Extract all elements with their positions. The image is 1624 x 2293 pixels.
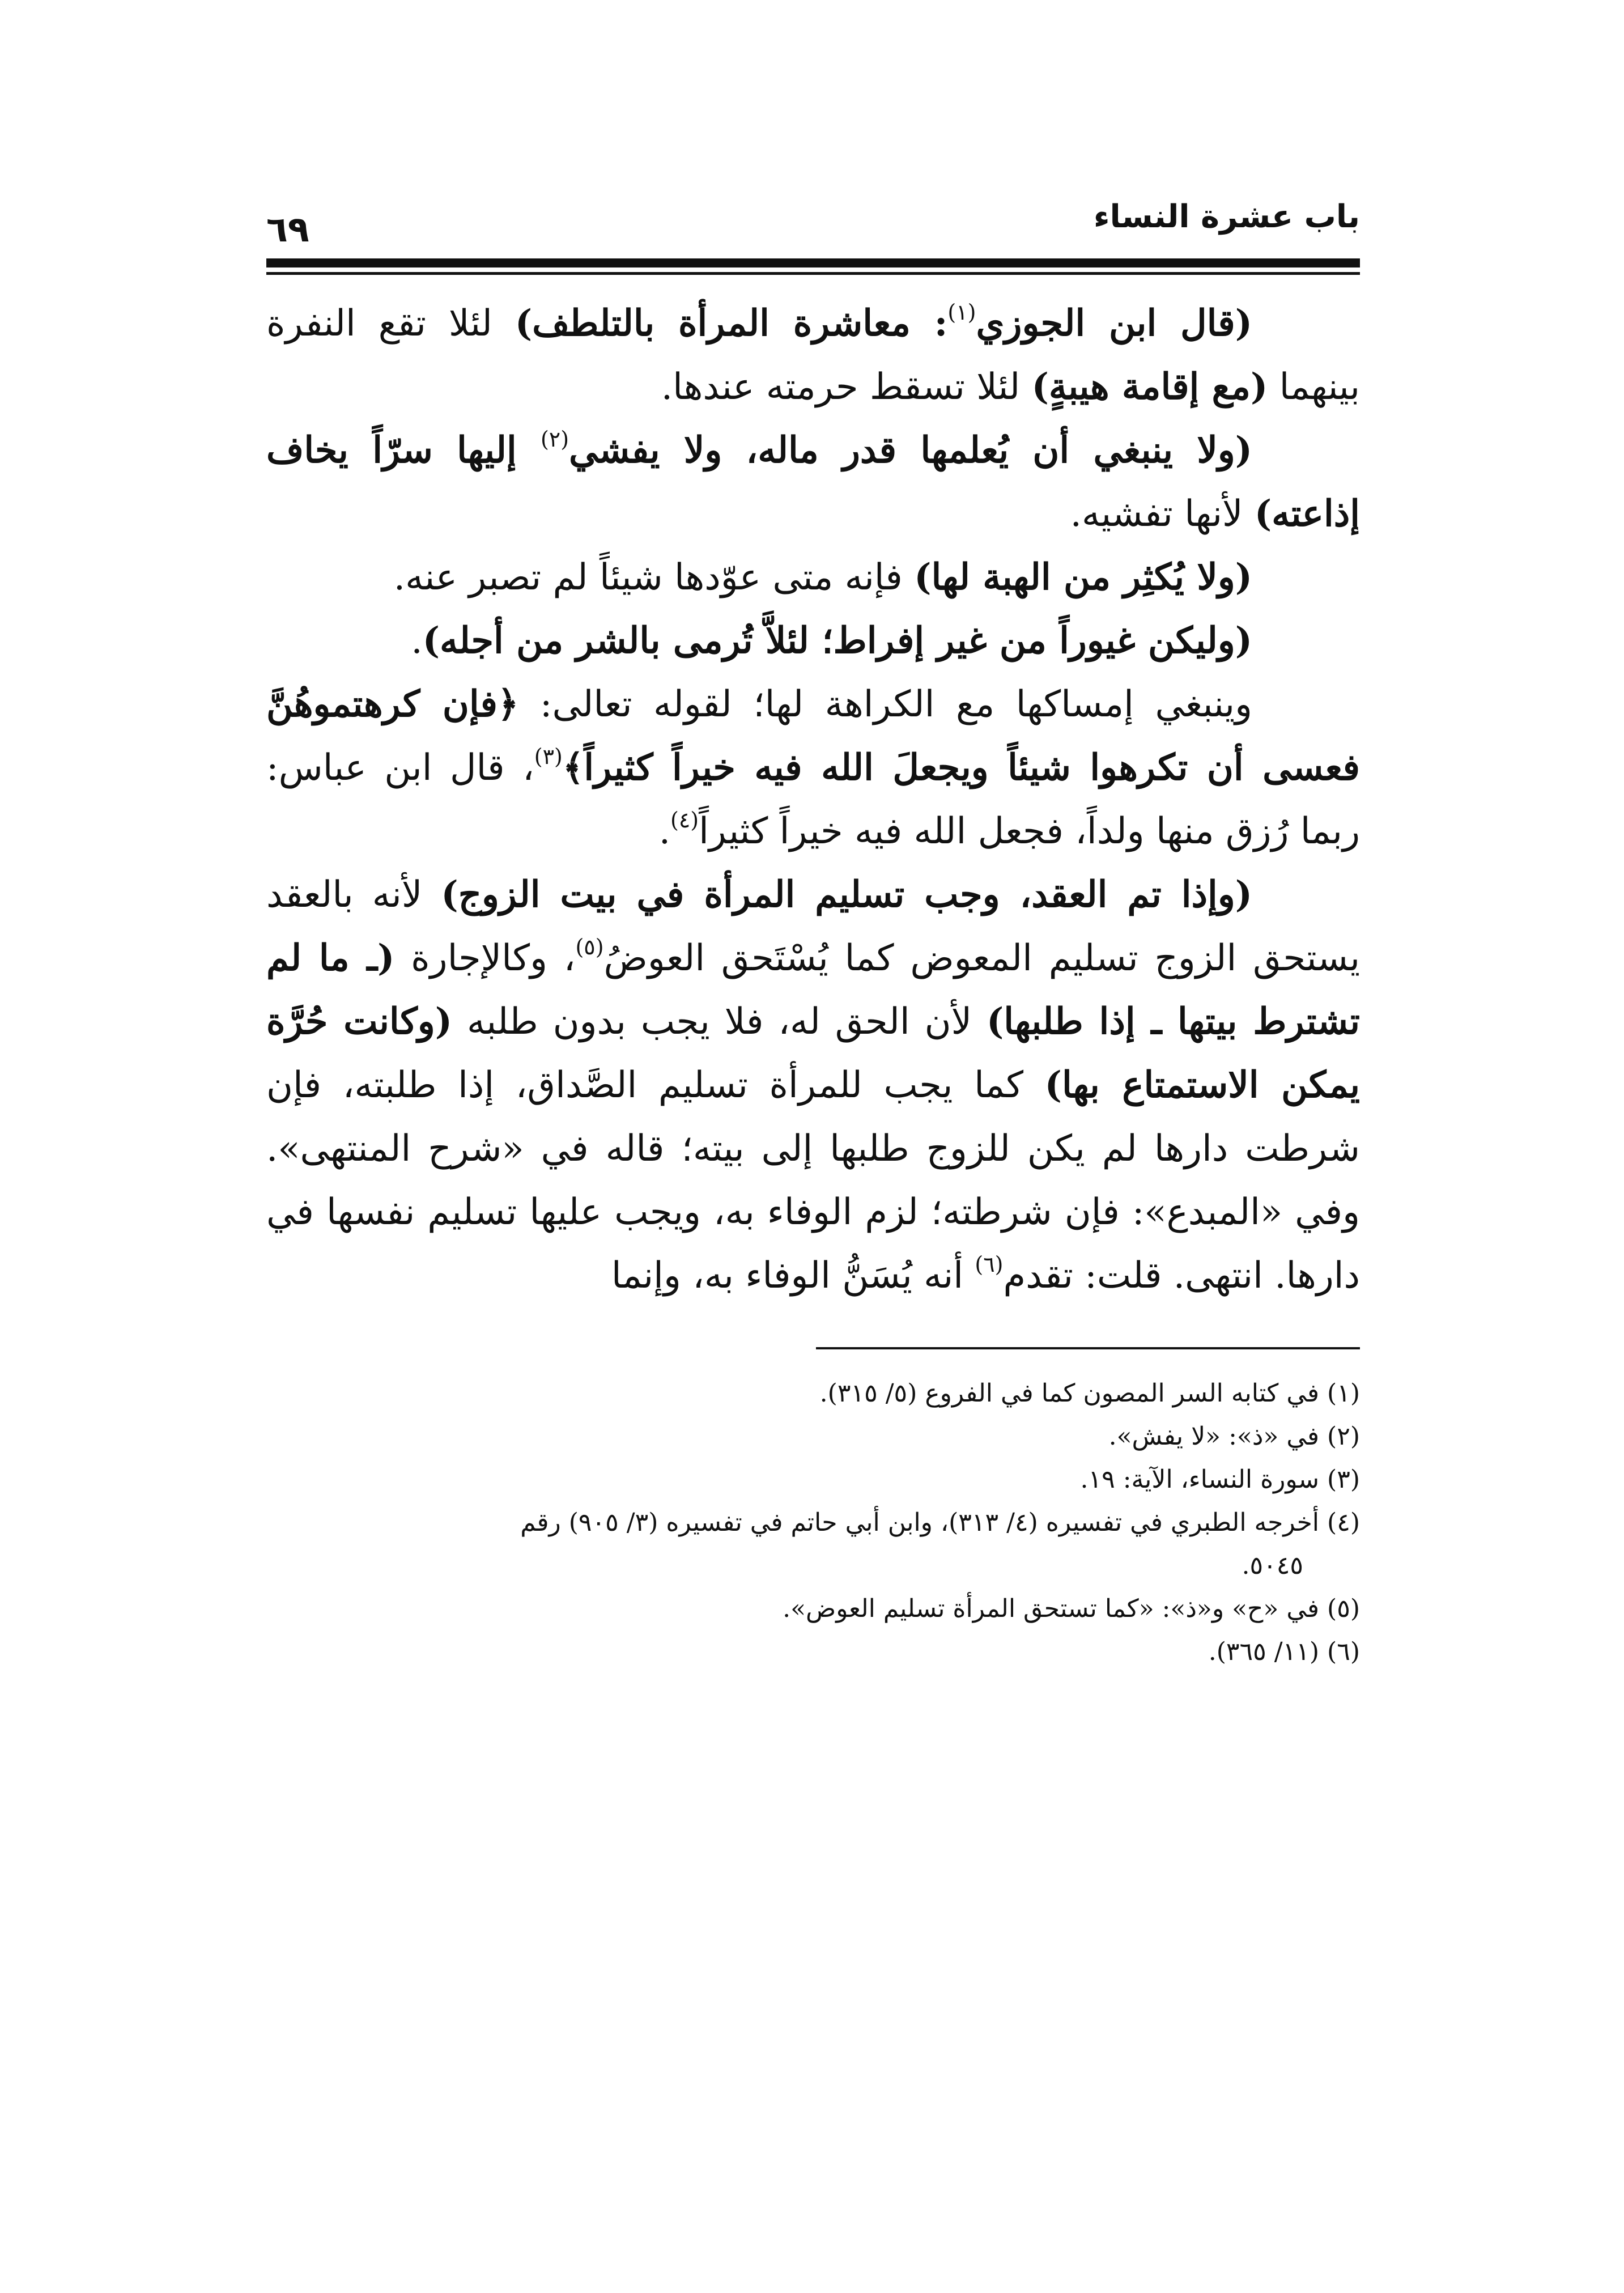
p6-matn-a: (وإذا تم العقد، وجب تسليم المرأة في بيت الزوج) [441,873,1253,916]
p5-commentary-d: . [658,810,671,852]
p6-commentary-g: كما يجب للمرأة تسليم الصَّداق، إذا طلبته، فإن شرطت دارها لم يكن للزوج طلبها إلى بيته؛ قاله في «شرح المنتهى». وفي «المبدع»: فإن شرطته؛ لزم الوفاء به، ويجب عليها تسليم نفسها في دارها. انتهى. قلت: تقدم [266,1064,1361,1297]
footnotes [266,1372,1360,1674]
footnote-2: (٢) في «ذ»: «لا يفش». [1108,1422,1360,1451]
p3-matn-a: (ولا يُكثِر من الهبة لها) [914,556,1252,598]
p4-matn-a: (وليكن غيوراً من غير إفراط؛ لئلاَّ تُرمى بالشر من أجله) [422,619,1252,662]
paragraph-6 [266,863,1360,1307]
footnote-ref-6: (٦) [975,1252,1004,1277]
footnote-4-continued: ٥٠٤٥. [1242,1551,1303,1580]
footnote-4: (٤) أخرجه الطبري في تفسيره (٤/ ٣١٣)، وابن أبي حاتم في تفسيره (٣/ ٩٠٥) رقم [520,1508,1360,1537]
footnote-ref-2: (٢) [540,427,569,452]
p2-matn-b: إليها سرّاً يخاف إذاعته) [266,429,1360,535]
footnote-ref-5: (٥) [575,935,604,959]
p1-matn-a: (قال ابن الجوزي [976,302,1253,345]
chapter-title: باب عشرة النساء [1093,198,1360,235]
p5-quran-verse: ﴿فإن كرهتموهُنَّ فعسى أن تكرهوا شيئاً ويجعلَ الله فيه خيراً كثيراً﴾ [266,683,1361,789]
p6-matn-d: (ـ ما لم تشترط بيتها ـ إذا طلبها) [266,937,1361,1043]
footnote-ref-1: (١) [947,300,976,325]
p2-commentary-c: لأنها تفشيه. [1070,493,1255,535]
footnote-5: (٥) في «ح» و«ذ»: «كما تستحق المرأة تسليم العوض». [783,1594,1360,1623]
main-text [266,292,1360,1307]
footnote-ref-4: (٤) [670,808,699,833]
paragraph-4 [266,609,1360,673]
header-rule-thick [266,258,1360,267]
p1-commentary-c: لئلا تقع النفرة بينهما [266,303,1360,408]
p4-commentary-b: . [411,620,423,662]
page-number: ٦٩ [266,209,309,250]
paragraph-5 [266,673,1360,863]
book-page [266,187,1360,2114]
p1-commentary-e: لئلا تسقط حرمته عندها. [661,366,1032,408]
footnote-3: (٣) سورة النساء، الآية: ١٩. [1080,1465,1360,1494]
p2-matn-a: (ولا ينبغي أن يُعلمها قدر ماله، ولا يفشي [569,429,1253,472]
p1-matn-d: (مع إقامة هيبةٍ) [1031,366,1268,408]
p6-matn-f: (وكانت حُرَّة يمكن الاستمتاع بها) [266,1000,1361,1106]
footnote-1: (١) في كتابه السر المصون كما في الفروع (٥/ ٣١٥). [819,1379,1360,1408]
p5-commentary-c: ، قال ابن عباس: ربما رُزق منها ولداً، فجعل الله فيه خيراً كثيراً [266,747,1360,852]
p6-commentary-b: لأنه بالعقد يستحق الزوج تسليم المعوض كما يُسْتَحق العوضُ [266,874,1361,979]
p1-matn-b: : معاشرة المرأة بالتلطف) [515,302,948,345]
footnote-6: (٦) (١١/ ٣٦٥). [1208,1637,1360,1666]
footnote-ref-3: (٣) [534,744,563,769]
header-rule-thin [266,272,1360,275]
paragraph-2 [266,419,1360,546]
paragraph-3 [266,546,1360,609]
p5-commentary-a: وينبغي إمساكها مع الكراهة لها؛ لقوله تعالى: [518,683,1253,725]
p6-commentary-e: لأن الحق له، فلا يجب بدون طلبه [452,1001,987,1043]
p6-commentary-c: ، وكالإجارة [394,937,576,979]
p6-commentary-h: أنه يُسَنُّ الوفاء به، وإنما [611,1255,975,1297]
footnote-separator [816,1347,1360,1349]
paragraph-1 [266,292,1360,419]
p3-commentary-b: فإنه متى عوّدها شيئاً لم تصبر عنه. [393,557,915,598]
page-header [266,187,1360,255]
